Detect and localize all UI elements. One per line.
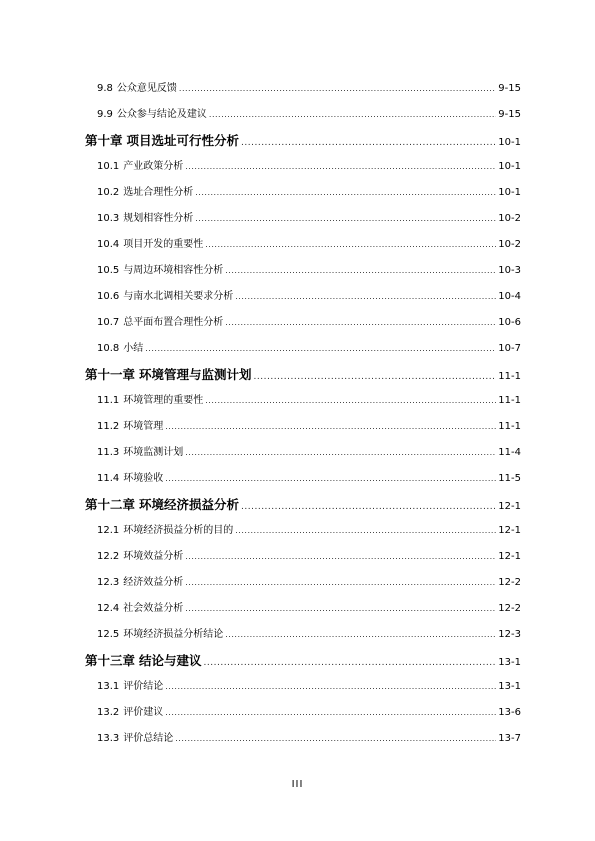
toc-entry-title: 与南水北调相关要求分析	[123, 291, 234, 302]
toc-entry-page: 10-4	[498, 291, 521, 302]
toc-entry-page: 12-3	[498, 629, 521, 640]
toc-entry-number: 10.1	[97, 161, 120, 172]
toc-entry-title: 项目开发的重要性	[123, 239, 204, 250]
dot-leader	[241, 494, 496, 520]
toc-chapter-number: 第十一章	[85, 367, 136, 382]
toc-entry-title: 规划相容性分析	[123, 213, 194, 224]
toc-entry-title: 环境验收	[123, 473, 164, 484]
toc-entry-title: 评价总结论	[123, 733, 174, 744]
toc-entry-page: 10-3	[498, 265, 521, 276]
toc-chapter-entry[interactable]	[85, 128, 521, 154]
toc-entry[interactable]	[85, 284, 521, 310]
toc-entry-number: 11.1	[97, 395, 120, 406]
toc-entry-page: 11-1	[498, 395, 521, 406]
dot-leader	[165, 466, 496, 492]
toc-entry-number: 11.3	[97, 447, 120, 458]
toc-chapter-page: 13-1	[498, 657, 521, 668]
toc-entry-page: 13-6	[498, 707, 521, 718]
toc-entry-page: 10-2	[498, 213, 521, 224]
dot-leader	[241, 130, 496, 156]
toc-entry-title: 环境监测计划	[123, 447, 184, 458]
toc-entry-title: 总平面布置合理性分析	[123, 317, 224, 328]
toc-entry-page: 12-2	[498, 577, 521, 588]
dot-leader	[225, 258, 496, 284]
toc-entry-page: 9-15	[498, 83, 521, 94]
dot-leader	[195, 180, 496, 206]
toc-entry-page: 12-1	[498, 525, 521, 536]
toc-entry-number: 10.7	[97, 317, 120, 328]
dot-leader	[235, 518, 496, 544]
toc-entry-number: 10.2	[97, 187, 120, 198]
dot-leader	[185, 570, 496, 596]
toc-chapter-number: 第十章	[85, 133, 123, 148]
toc-entry[interactable]	[85, 258, 521, 284]
toc-chapter-number: 第十二章	[85, 497, 136, 512]
toc-entry-number: 9.9	[97, 109, 113, 120]
toc-chapter-entry[interactable]	[85, 362, 521, 388]
toc-entry-title: 经济效益分析	[123, 577, 184, 588]
toc-entry-number: 12.5	[97, 629, 120, 640]
toc-entry-page: 13-7	[498, 733, 521, 744]
toc-entry[interactable]	[85, 154, 521, 180]
toc-chapter-title: 结论与建议	[139, 653, 202, 668]
toc-chapter-number: 第十三章	[85, 653, 136, 668]
toc-entry-title: 产业政策分析	[123, 161, 184, 172]
dot-leader	[205, 388, 496, 414]
toc-entry-number: 12.4	[97, 603, 120, 614]
toc-chapter-entry[interactable]	[85, 492, 521, 518]
toc-entry[interactable]	[85, 414, 521, 440]
toc-entry[interactable]	[85, 388, 521, 414]
toc-entry-number: 11.4	[97, 473, 120, 484]
dot-leader	[185, 154, 496, 180]
toc-entry-page: 11-4	[498, 447, 521, 458]
toc-entry-title: 环境效益分析	[123, 551, 184, 562]
toc-entry-number: 13.2	[97, 707, 120, 718]
dot-leader	[165, 414, 496, 440]
toc-entry-title: 评价建议	[123, 707, 164, 718]
toc-entry-page: 12-2	[498, 603, 521, 614]
toc-entry-page: 12-1	[498, 551, 521, 562]
toc-entry-title: 环境管理	[123, 421, 164, 432]
toc-chapter-page: 10-1	[498, 137, 521, 148]
toc-entry-title: 公众意见反馈	[116, 83, 177, 94]
toc-entry-number: 13.3	[97, 733, 120, 744]
dot-leader	[185, 544, 496, 570]
toc-entry[interactable]	[85, 232, 521, 258]
dot-leader	[185, 596, 496, 622]
dot-leader	[225, 310, 496, 336]
toc-entry[interactable]	[85, 102, 521, 128]
toc-entry[interactable]	[85, 466, 521, 492]
toc-entry[interactable]	[85, 518, 521, 544]
dot-leader	[165, 700, 496, 726]
toc-entry-title: 公众参与结论及建议	[116, 109, 207, 120]
toc-entry-number: 10.6	[97, 291, 120, 302]
toc-entry[interactable]	[85, 700, 521, 726]
toc-entry[interactable]	[85, 596, 521, 622]
toc-entry-number: 11.2	[97, 421, 120, 432]
toc-entry[interactable]	[85, 336, 521, 362]
toc-entry-page: 10-2	[498, 239, 521, 250]
dot-leader	[254, 364, 497, 390]
toc-entry-page: 10-6	[498, 317, 521, 328]
toc-entry-number: 9.8	[97, 83, 113, 94]
toc-entry-page: 10-1	[498, 161, 521, 172]
dot-leader	[145, 336, 496, 362]
toc-chapter-title: 环境管理与监测计划	[139, 367, 252, 382]
toc-entry-page: 10-1	[498, 187, 521, 198]
dot-leader	[235, 284, 496, 310]
toc-entry[interactable]	[85, 180, 521, 206]
toc-entry-number: 10.8	[97, 343, 120, 354]
dot-leader	[165, 674, 496, 700]
toc-chapter-title: 项目选址可行性分析	[126, 133, 240, 148]
toc-entry-title: 社会效益分析	[123, 603, 184, 614]
toc-entry-title: 环境经济损益分析的目的	[123, 525, 234, 536]
toc-entry[interactable]	[85, 206, 521, 232]
toc-entry-title: 小结	[123, 343, 144, 354]
toc-entry-number: 12.2	[97, 551, 120, 562]
dot-leader	[209, 102, 496, 128]
toc-entry[interactable]	[85, 544, 521, 570]
toc-entry-title: 与周边环境相容性分析	[123, 265, 224, 276]
toc-entry-page: 13-1	[498, 681, 521, 692]
dot-leader	[195, 206, 496, 232]
toc-entry[interactable]	[85, 622, 521, 648]
toc-entry[interactable]	[85, 76, 521, 102]
dot-leader	[204, 650, 497, 676]
toc-entry-number: 10.3	[97, 213, 120, 224]
toc-chapter-entry[interactable]	[85, 648, 521, 674]
toc-entry[interactable]	[85, 674, 521, 700]
table-of-contents	[85, 76, 521, 752]
toc-entry-number: 10.5	[97, 265, 120, 276]
toc-entry[interactable]	[85, 440, 521, 466]
toc-entry-title: 环境经济损益分析结论	[123, 629, 224, 640]
toc-entry-title: 评价结论	[123, 681, 164, 692]
toc-entry[interactable]	[85, 570, 521, 596]
toc-chapter-page: 12-1	[498, 501, 521, 512]
toc-entry-number: 13.1	[97, 681, 120, 692]
toc-entry[interactable]	[85, 310, 521, 336]
toc-entry-number: 12.3	[97, 577, 120, 588]
dot-leader	[205, 232, 496, 258]
toc-chapter-title: 环境经济损益分析	[139, 497, 240, 512]
toc-entry[interactable]	[85, 726, 521, 752]
dot-leader	[179, 76, 496, 102]
toc-entry-page: 11-1	[498, 421, 521, 432]
toc-entry-title: 选址合理性分析	[123, 187, 194, 198]
dot-leader	[225, 622, 496, 648]
toc-entry-page: 10-7	[498, 343, 521, 354]
toc-entry-page: 9-15	[498, 109, 521, 120]
toc-entry-number: 12.1	[97, 525, 120, 536]
toc-entry-page: 11-5	[498, 473, 521, 484]
toc-entry-number: 10.4	[97, 239, 120, 250]
toc-entry-title: 环境管理的重要性	[123, 395, 204, 406]
toc-chapter-page: 11-1	[498, 371, 521, 382]
dot-leader	[175, 726, 496, 752]
dot-leader	[185, 440, 496, 466]
page-number: III	[291, 779, 304, 790]
